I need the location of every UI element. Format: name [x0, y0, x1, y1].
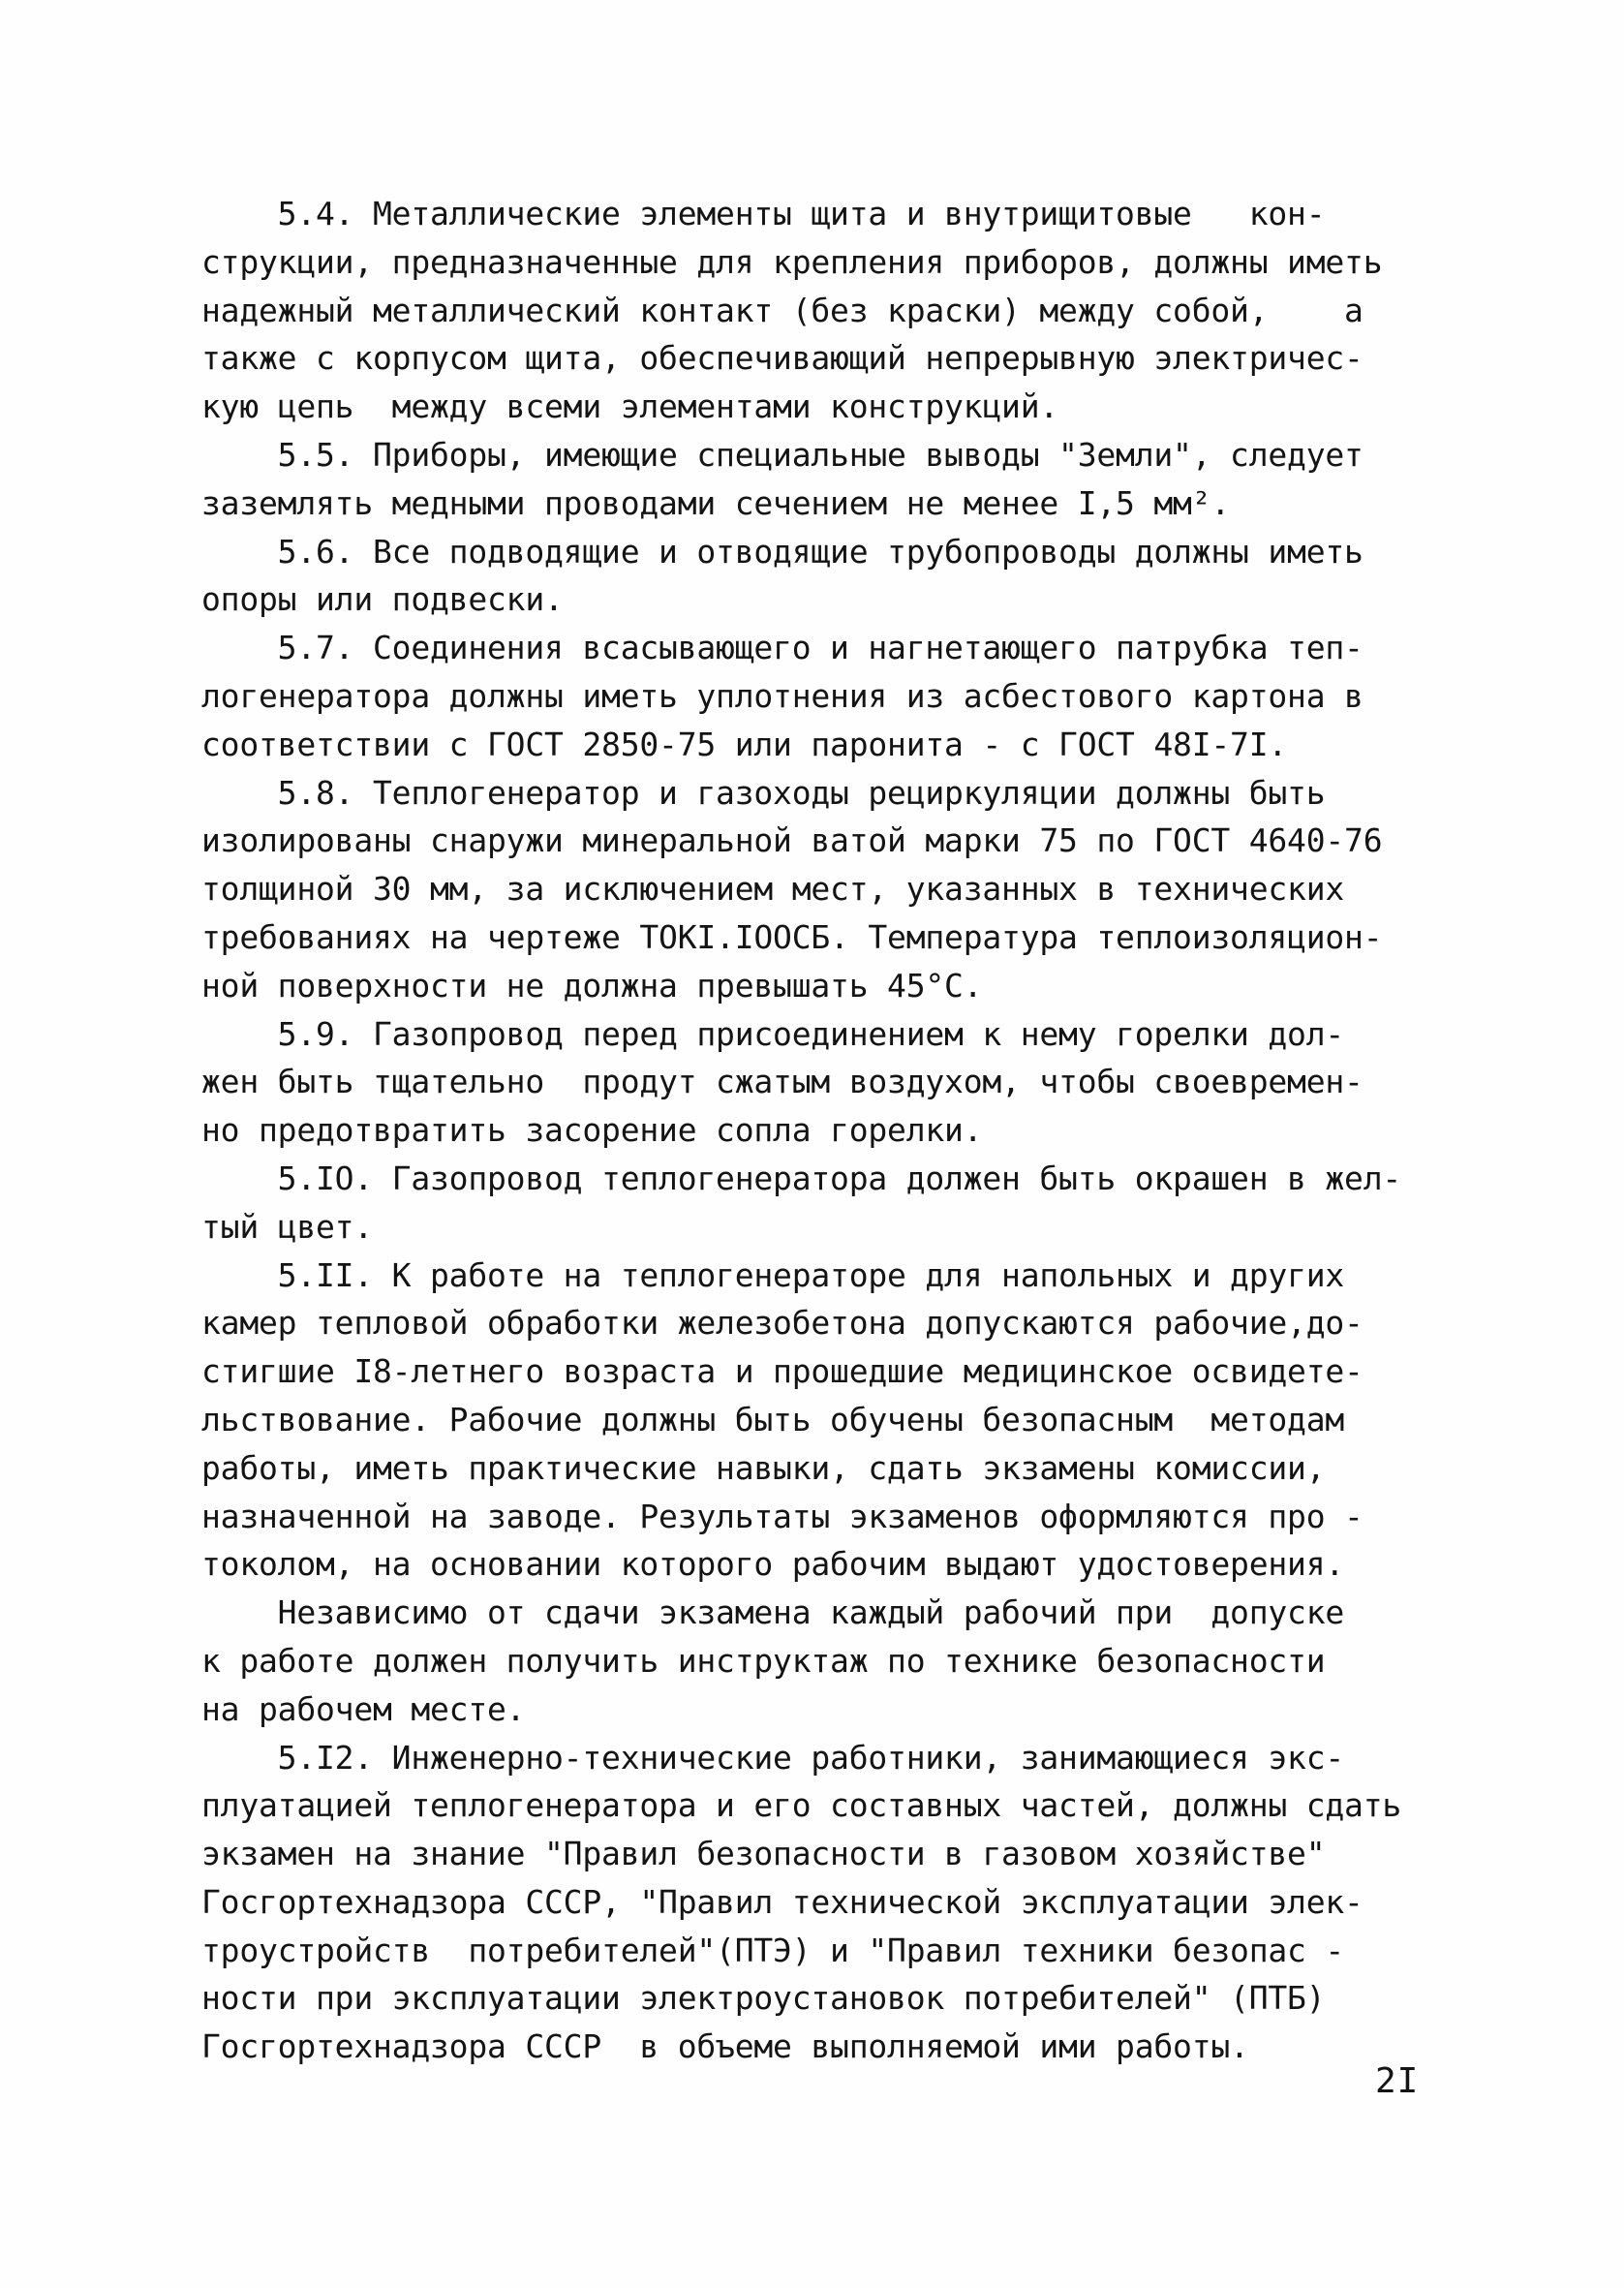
text-line: Госгортехнадзора СССР в объеме выполняемой ими работы. — [201, 2027, 1249, 2066]
text-line: стигшие I8-летнего возраста и прошедшие медицинское освидете- — [201, 1352, 1364, 1391]
text-line: кую цепь между всеми элементами конструкций. — [201, 387, 1059, 426]
text-line: 5.6. Все подводящие и отводящие трубопроводы должны иметь — [201, 532, 1364, 571]
text-line: также с корпусом щита, обеспечивающий непрерывную электричес- — [201, 339, 1364, 378]
text-line: 5.9. Газопровод перед присоединением к нему горелки дол- — [201, 1014, 1345, 1053]
text-line: Независимо от сдачи экзамена каждый рабочий при допуске — [201, 1593, 1345, 1632]
text-line: логенератора должны иметь уплотнения из асбестового картона в — [201, 676, 1364, 715]
body-text — [201, 190, 1460, 2071]
text-line: к работе должен получить инструктаж по технике безопасности — [201, 1641, 1326, 1680]
text-line: опоры или подвески. — [201, 580, 564, 619]
text-line: 5.II. К работе на теплогенераторе для напольных и других — [201, 1255, 1345, 1294]
text-line: Госгортехнадзора СССР, "Правил технической эксплуатации элек- — [201, 1882, 1364, 1921]
text-line: 5.8. Теплогенератор и газоходы рециркуляции должны быть — [201, 773, 1326, 812]
text-line: ной поверхности не должна превышать 45°С. — [201, 966, 983, 1005]
text-line: льствование. Рабочие должны быть обучены безопасным методам — [201, 1400, 1345, 1438]
text-line: требованиях на чертеже ТОКI.IООСБ. Температура теплоизоляцион- — [201, 917, 1383, 956]
text-line: соответствии с ГОСТ 2850-75 или паронита - с ГОСТ 48I-7I. — [201, 725, 1288, 763]
text-line: плуатацией теплогенератора и его составных частей, должны сдать — [201, 1786, 1402, 1825]
text-line: толщиной 30 мм, за исключением мест, указанных в технических — [201, 870, 1345, 909]
text-line: 5.4. Металлические элементы щита и внутрищитовые кон- — [201, 195, 1326, 232]
text-line: 5.7. Соединения всасывающего и нагнетающего патрубка теп- — [201, 629, 1364, 667]
text-line: на рабочем месте. — [201, 1689, 526, 1728]
text-line: надежный металлический контакт (без краски) между собой, а — [201, 291, 1364, 329]
text-line: экзамен на знание "Правил безопасности в газовом хозяйстве" — [201, 1835, 1326, 1873]
text-line: струкции, предназначенные для крепления приборов, должны иметь — [201, 242, 1383, 281]
text-line: но предотвратить засорение сопла горелки. — [201, 1111, 983, 1150]
text-line: 5.I2. Инженерно-технические работники, занимающиеся экс- — [201, 1738, 1345, 1777]
text-line: ности при эксплуатации электроустановок потребителей" (ПТБ) — [201, 1979, 1326, 2018]
text-line: жен быть тщательно продут сжатым воздухом, чтобы своевремен- — [201, 1063, 1364, 1101]
text-line: 5.IО. Газопровод теплогенератора должен быть окрашен в жел- — [201, 1159, 1402, 1197]
text-line: тый цвет. — [201, 1207, 374, 1246]
text-line: троустройств потребителей"(ПТЭ) и "Правил техники безопас - — [201, 1931, 1345, 1969]
text-line: изолированы снаружи минеральной ватой марки 75 по ГОСТ 4640-76 — [201, 821, 1383, 860]
text-line: камер тепловой обработки железобетона допускаются рабочие,до- — [201, 1304, 1364, 1343]
text-line: токолом, на основании которого рабочим выдают удостоверения. — [201, 1545, 1345, 1584]
text-line: работы, иметь практические навыки, сдать экзамены комиссии, — [201, 1448, 1326, 1487]
text-line: назначенной на заводе. Результаты экзаменов оформляются про - — [201, 1497, 1364, 1535]
text-line: 5.5. Приборы, имеющие специальные выводы "Земли", следует — [201, 435, 1364, 474]
text-line: заземлять медными проводами сечением не менее I,5 мм². — [201, 483, 1231, 522]
page-number: 2I — [1375, 2061, 1420, 2101]
